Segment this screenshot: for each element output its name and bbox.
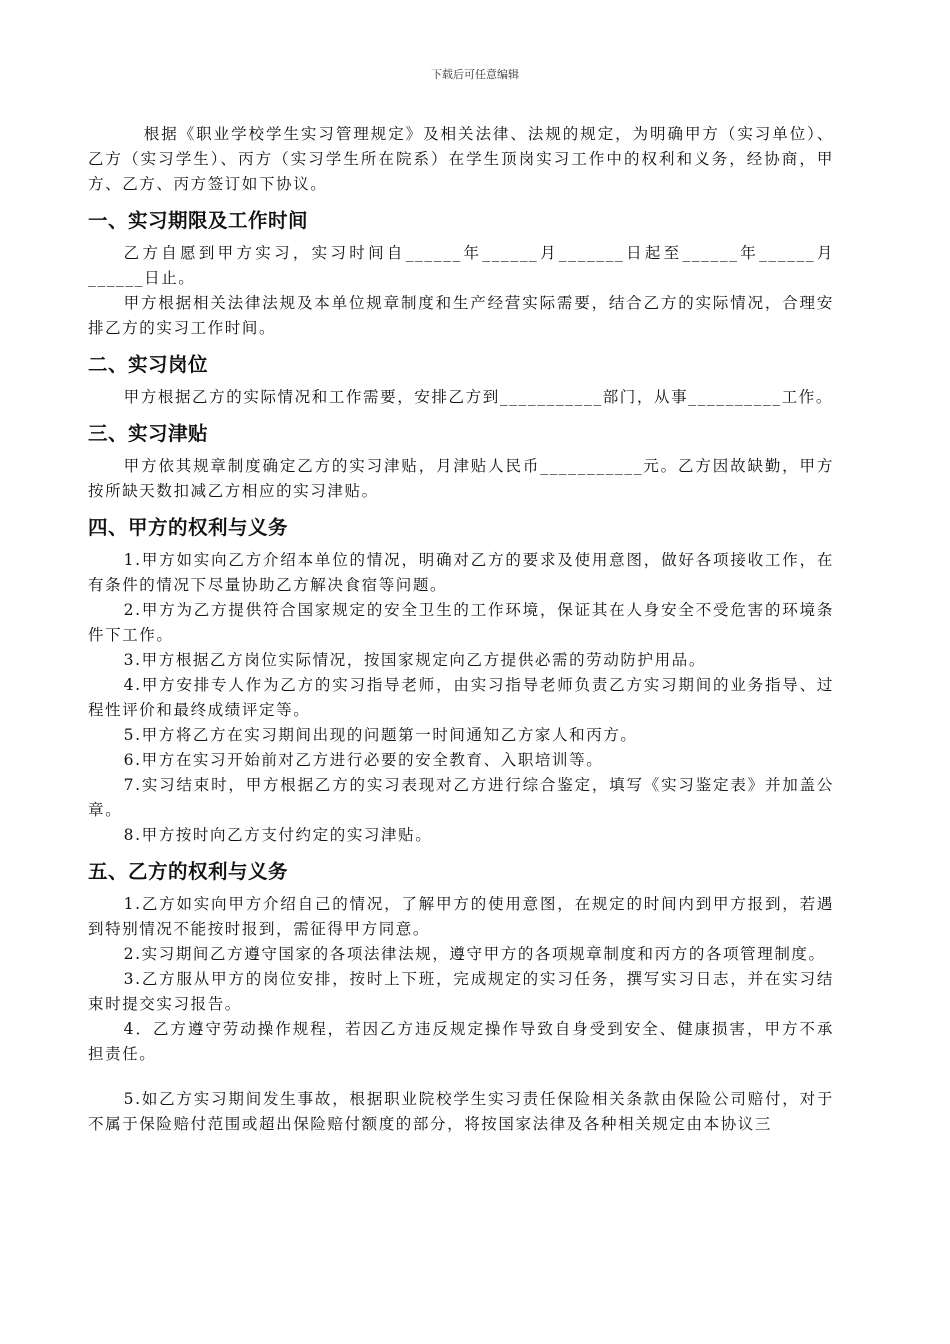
section-4-item-1: 1.甲方如实向乙方介绍本单位的情况，明确对乙方的要求及使用意图，做好各项接收工作，在有条件的情况下尽量协助乙方解决食宿等问题。	[88, 551, 834, 594]
paragraph-gap	[88, 1067, 834, 1087]
section-5-item-3: 3.乙方服从甲方的岗位安排，按时上下班，完成规定的实习任务，撰写实习日志，并在实习结束时提交实习报告。	[88, 970, 834, 1013]
section-1-title: 一、实习期限及工作时间	[88, 209, 309, 232]
document-body	[88, 122, 834, 1137]
section-4-item-8: 8.甲方按时向乙方支付约定的实习津贴。	[123, 826, 433, 844]
section-4-title: 四、甲方的权利与义务	[88, 516, 289, 539]
section-4-item-7: 7.实习结束时，甲方根据乙方的实习表现对乙方进行综合鉴定，填写《实习鉴定表》并加盖公章。	[88, 776, 834, 819]
section-5-title: 五、乙方的权利与义务	[88, 860, 289, 883]
section-4-item-5: 5.甲方将乙方在实习期间出现的问题第一时间通知乙方家人和丙方。	[123, 726, 638, 744]
section-5-item-4: 4．乙方遵守劳动操作规程，若因乙方违反规定操作导致自身受到安全、健康损害，甲方不承担责任。	[88, 1020, 834, 1063]
section-4-item-2: 2.甲方为乙方提供符合国家规定的安全卫生的工作环境，保证其在人身安全不受危害的环境条件下工作。	[88, 601, 834, 644]
section-4-item-3: 3.甲方根据乙方岗位实际情况，按国家规定向乙方提供必需的劳动防护用品。	[123, 651, 706, 669]
closing-paragraph: 5.如乙方实习期间发生事故，根据职业院校学生实习责任保险相关条款由保险公司赔付，对于不属于保险赔付范围或超出保险赔付额度的部分，将按国家法律及各种相关规定由本协议三	[88, 1090, 834, 1133]
section-5-item-1: 1.乙方如实向甲方介绍自己的情况，了解甲方的使用意图，在规定的时间内到甲方报到，若遇到特别情况不能按时报到，需征得甲方同意。	[88, 895, 834, 938]
section-4-item-6: 6.甲方在实习开始前对乙方进行必要的安全教育、入职培训等。	[123, 751, 604, 769]
section-3-para-1: 甲方依其规章制度确定乙方的实习津贴，月津贴人民币___________元。乙方因故缺勤，甲方按所缺天数扣减乙方相应的实习津贴。	[88, 457, 834, 500]
section-2-title: 二、实习岗位	[88, 353, 209, 376]
section-4-item-4: 4.甲方安排专人作为乙方的实习指导老师，由实习指导老师负责乙方实习期间的业务指导、过程性评价和最终成绩评定等。	[88, 676, 834, 719]
section-1-para-1: 乙方自愿到甲方实习，实习时间自______年______月_______日起至______年______月______日止。	[88, 244, 834, 287]
section-5-item-2: 2.实习期间乙方遵守国家的各项法律法规，遵守甲方的各项规章制度和丙方的各项管理制度。	[123, 945, 826, 963]
section-3-title: 三、实习津贴	[88, 422, 209, 445]
page-header: 下载后可任意编辑	[431, 68, 519, 81]
section-1-para-2: 甲方根据相关法律法规及本单位规章制度和生产经营实际需要，结合乙方的实际情况，合理安排乙方的实习工作时间。	[88, 294, 834, 337]
section-2-para-1: 甲方根据乙方的实际情况和工作需要，安排乙方到___________部门，从事__________工作。	[123, 388, 833, 406]
intro-paragraph: 根据《职业学校学生实习管理规定》及相关法律、法规的规定，为明确甲方（实习单位）、乙方（实习学生）、丙方（实习学生所在院系）在学生顶岗实习工作中的权利和义务，经协商，甲方、乙方、丙方签订如下协议。	[88, 125, 834, 193]
